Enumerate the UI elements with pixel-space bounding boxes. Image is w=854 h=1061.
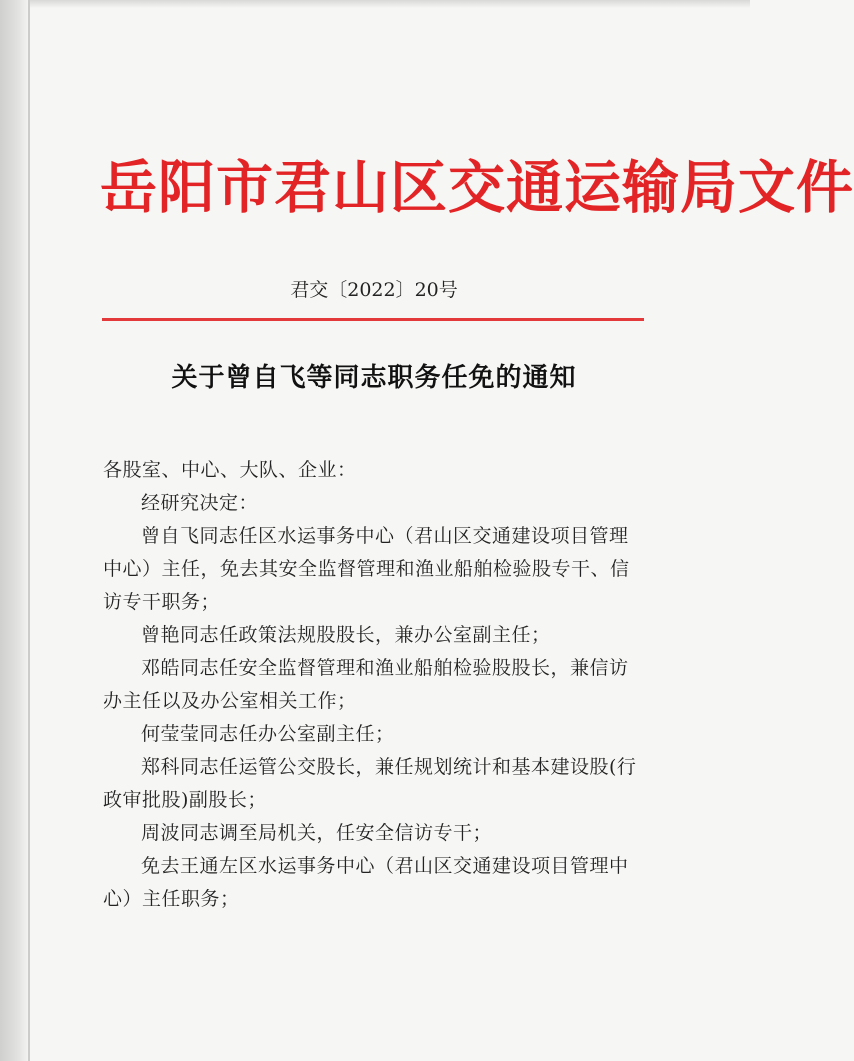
- paragraph-appointment: 何莹莹同志任办公室副主任；: [141, 723, 395, 745]
- paragraph-appointment: 曾艳同志任政策法规股股长，兼办公室副主任；: [141, 624, 551, 646]
- red-divider-line: [102, 318, 644, 321]
- notice-title: 关于曾自飞等同志职务任免的通知: [171, 363, 577, 393]
- paragraph-appointment: 邓皓同志任安全监督管理和渔业船舶检验股股长，兼信访办主任以及办公室相关工作；: [103, 657, 629, 712]
- document-header-title: 岳阳市君山区交通运输局文件: [100, 154, 854, 221]
- paragraph-decision: 经研究决定：: [141, 492, 259, 514]
- document-number: 君交〔2022〕20号: [290, 279, 458, 301]
- scan-shadow-left: [0, 0, 30, 1061]
- paragraph-dismissal: 免去王通左区水运事务中心（君山区交通建设项目管理中心）主任职务；: [103, 855, 629, 910]
- paragraph-appointment: 曾自飞同志任区水运事务中心（君山区交通建设项目管理中心）主任，免去其安全监督管理和渔业船舶检验股专干、信访专干职务；: [103, 525, 630, 613]
- paragraph-appointment: 郑科同志任运管公交股长，兼任规划统计和基本建设股(行政审批股)副股长；: [103, 756, 637, 811]
- document-body: [103, 454, 643, 916]
- scan-shadow-top: [0, 0, 750, 8]
- scan-binding-edge: [28, 0, 30, 1061]
- paragraph-appointment: 周波同志调至局机关，任安全信访专干；: [141, 822, 493, 844]
- salutation: 各股室、中心、大队、企业：: [103, 459, 357, 481]
